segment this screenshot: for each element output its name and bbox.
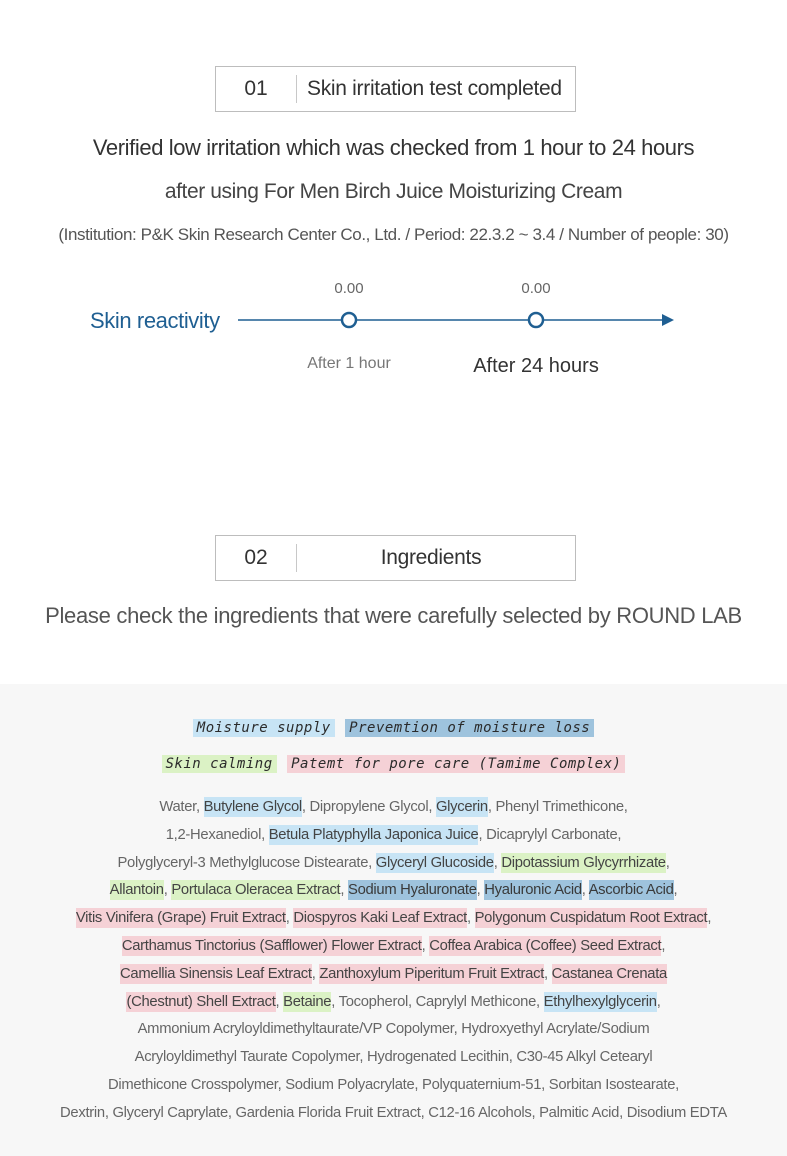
ingredient-highlight-prev: Sodium Hyaluronate bbox=[348, 882, 477, 899]
ingredient-highlight-calm: Dipotassium Glycyrrhizate bbox=[501, 854, 666, 871]
ingredient-text: , bbox=[340, 882, 348, 899]
ingredients-panel bbox=[0, 684, 787, 1156]
ingredients-list bbox=[0, 794, 787, 1128]
ingredient-text: , bbox=[311, 965, 320, 982]
ingredient-text: , bbox=[581, 882, 589, 899]
ingredient-text: , bbox=[163, 882, 172, 899]
ingredient-row bbox=[0, 933, 787, 961]
ingredient-text: Acryloyldimethyl Taurate Copolymer, Hydrogenated Lecithin, C30-45 Alkyl Cetearyl bbox=[134, 1049, 653, 1066]
ingredient-text: , Dipropylene Glycol, bbox=[301, 799, 436, 815]
ingredient-highlight-pore: Camellia Sinensis Leaf Extract bbox=[120, 965, 312, 982]
legend-pore-care-patent: Patemt for pore care (Tamime Complex) bbox=[287, 755, 625, 773]
ingredient-text: , bbox=[466, 910, 475, 927]
ingredient-row bbox=[0, 905, 787, 933]
timepoint-label-1h: After 1 hour bbox=[307, 355, 391, 372]
ingredient-highlight-pore: Castanea Crenata bbox=[551, 965, 667, 982]
legend-prevention-moisture-loss: Prevemtion of moisture loss bbox=[345, 719, 594, 737]
ingredient-highlight-moist: Glyceryl Glucoside bbox=[375, 854, 494, 871]
ingredient-text: Dextrin, Glyceryl Caprylate, Gardenia Florida Fruit Extract, C12-16 Alcohols, Palmitic Acid, Disodium EDTA bbox=[60, 1104, 727, 1121]
ingredient-text: , bbox=[707, 910, 712, 927]
ingredient-highlight-moist: Glycerin bbox=[435, 799, 488, 815]
ingredient-text: Water, bbox=[159, 799, 204, 815]
ingredient-text: Ammonium Acryloyldimethyltaurate/VP Copolymer, Hydroxyethyl Acrylate/Sodium bbox=[137, 1021, 650, 1038]
ingredient-text: , bbox=[493, 854, 502, 871]
irritation-description-line1: Verified low irritation which was checked from 1 hour to 24 hours bbox=[92, 135, 695, 160]
reactivity-label: Skin reactivity bbox=[90, 308, 220, 333]
ingredient-text: , bbox=[476, 882, 485, 899]
ingredient-text: , Tocopherol, Caprylyl Methicone, bbox=[331, 993, 544, 1010]
ingredient-text: , Phenyl Trimethicone, bbox=[487, 799, 628, 815]
ingredient-highlight-prev: Hyaluronic Acid bbox=[484, 882, 582, 899]
section-header-ingredients bbox=[215, 535, 576, 581]
ingredient-text: 1,2-Hexanediol, bbox=[165, 826, 269, 843]
section-header-irritation bbox=[215, 66, 576, 112]
section-number: 01 bbox=[244, 77, 268, 100]
ingredient-row bbox=[0, 1100, 787, 1128]
ingredient-highlight-prev: Ascorbic Acid bbox=[588, 882, 674, 899]
ingredient-text: , bbox=[285, 910, 294, 927]
legend-row-2 bbox=[0, 755, 787, 773]
ingredient-highlight-pore: Zanthoxylum Piperitum Fruit Extract bbox=[319, 965, 545, 982]
legend-row-1 bbox=[0, 719, 787, 737]
ingredient-text: , bbox=[665, 854, 670, 871]
reactivity-value-24h: 0.00 bbox=[521, 280, 551, 297]
test-details: (Institution: P&K Skin Research Center Co., Ltd. / Period: 22.3.2 ~ 3.4 / Number of people: 30) bbox=[58, 225, 729, 244]
ingredient-text: , bbox=[656, 993, 661, 1010]
ingredient-row bbox=[0, 850, 787, 878]
ingredient-row bbox=[0, 877, 787, 905]
ingredient-row bbox=[0, 1044, 787, 1072]
section-title: Ingredients bbox=[380, 546, 482, 569]
ingredient-text: , bbox=[673, 882, 678, 899]
ingredient-highlight-calm: Allantoin bbox=[109, 882, 164, 899]
ingredient-highlight-pore: Polygonum Cuspidatum Root Extract bbox=[474, 910, 708, 927]
timepoint-marker-2 bbox=[529, 313, 543, 327]
ingredient-text: Dimethicone Crosspolymer, Sodium Polyacrylate, Polyquaternium-51, Sorbitan Isostearate, bbox=[108, 1076, 679, 1093]
ingredient-highlight-calm: Betaine bbox=[283, 993, 332, 1010]
section-title: Skin irritation test completed bbox=[307, 77, 562, 100]
legend-skin-calming: Skin calming bbox=[162, 755, 277, 773]
ingredient-text: Polyglyceryl-3 Methylglucose Distearate, bbox=[117, 854, 376, 871]
irritation-description-line2: after using For Men Birch Juice Moisturizing Cream bbox=[164, 180, 623, 203]
ingredient-text: , bbox=[544, 965, 552, 982]
ingredient-highlight-moist: Ethylhexylglycerin bbox=[543, 993, 657, 1010]
reactivity-value-1h: 0.00 bbox=[334, 280, 364, 297]
ingredient-row bbox=[0, 989, 787, 1017]
ingredient-highlight-moist: Betula Platyphylla Japonica Juice bbox=[268, 826, 479, 843]
timepoint-marker-1 bbox=[342, 313, 356, 327]
timepoint-label-24h: After 24 hours bbox=[473, 355, 599, 377]
ingredient-row bbox=[0, 822, 787, 850]
ingredient-row bbox=[0, 794, 787, 822]
ingredient-row bbox=[0, 1016, 787, 1044]
ingredient-highlight-pore: Coffea Arabica (Coffee) Seed Extract bbox=[429, 937, 662, 954]
ingredient-text: , bbox=[275, 993, 284, 1010]
timeline-arrowhead bbox=[662, 314, 674, 326]
ingredient-text: , bbox=[421, 937, 430, 954]
legend-moisture-supply: Moisture supply bbox=[193, 719, 335, 737]
ingredient-row bbox=[0, 1072, 787, 1100]
ingredients-subtitle: Please check the ingredients that were carefully selected by ROUND LAB bbox=[45, 603, 742, 628]
ingredient-highlight-pore: Diospyros Kaki Leaf Extract bbox=[293, 910, 467, 927]
skin-reactivity-diagram bbox=[0, 270, 787, 380]
ingredient-text: , bbox=[661, 937, 666, 954]
ingredient-highlight-pore: Carthamus Tinctorius (Safflower) Flower Extract bbox=[121, 937, 422, 954]
ingredient-highlight-pore: (Chestnut) Shell Extract bbox=[126, 993, 276, 1010]
ingredient-highlight-calm: Portulaca Oleracea Extract bbox=[171, 882, 341, 899]
ingredient-text: , Dicaprylyl Carbonate, bbox=[478, 826, 622, 843]
ingredient-highlight-moist: Butylene Glycol bbox=[203, 799, 302, 815]
section-number: 02 bbox=[244, 546, 268, 569]
ingredient-highlight-pore: Vitis Vinifera (Grape) Fruit Extract bbox=[75, 910, 286, 927]
ingredient-row bbox=[0, 961, 787, 989]
